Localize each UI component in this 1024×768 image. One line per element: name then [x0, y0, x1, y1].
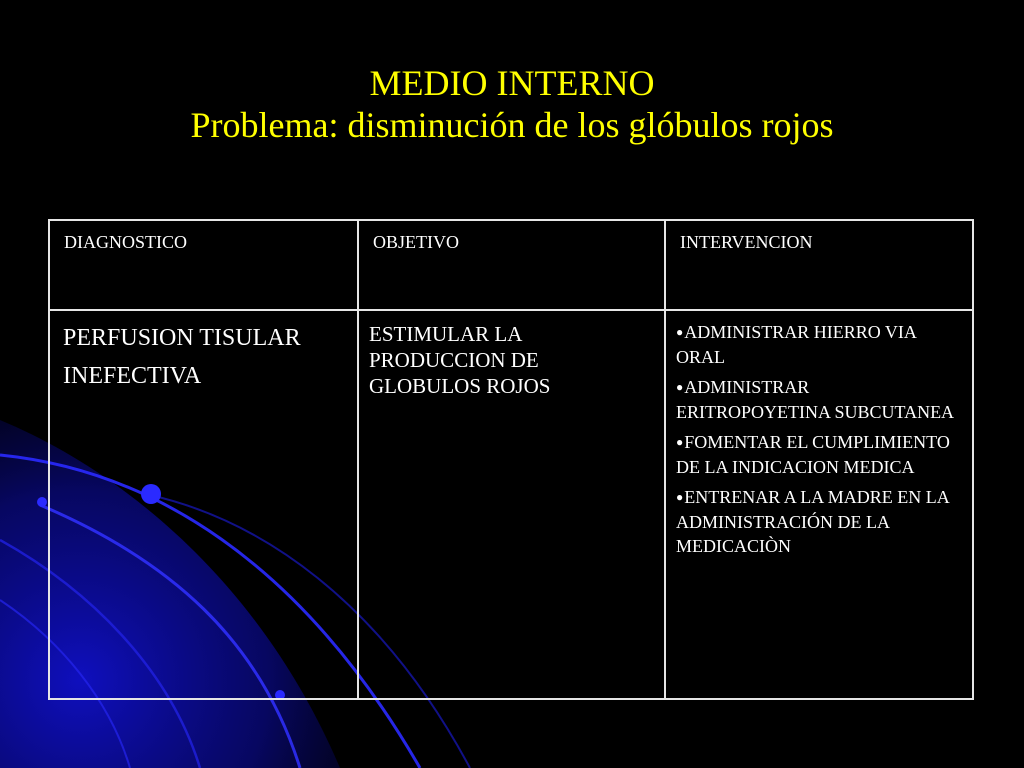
list-item [676, 430, 964, 479]
list-item-text: ADMINISTRAR ERITROPOYETINA SUBCUTANEA [676, 377, 955, 422]
list-item-text: FOMENTAR EL CUMPLIMIENTO DE LA INDICACION MEDICA [676, 432, 950, 477]
diagnostico-text: INEFECTIVA [63, 363, 202, 389]
bullet-icon: ● [676, 380, 684, 394]
cell-intervencion [665, 310, 973, 699]
header-diagnostico: DIAGNOSTICO [49, 220, 358, 310]
list-item-text: ADMINISTRAR HIERRO VIA ORAL [676, 322, 916, 367]
decorative-dot [37, 497, 47, 507]
header-intervencion: INTERVENCION [665, 220, 973, 310]
slide-title [0, 62, 1024, 146]
intervencion-list [676, 320, 964, 559]
cell-objetivo [358, 310, 665, 699]
header-objetivo: OBJETIVO [358, 220, 665, 310]
title-subtitle: Problema: disminución de los glóbulos rojos [190, 105, 834, 145]
list-item [676, 375, 964, 424]
table-header-row [49, 220, 973, 310]
table-row [49, 310, 973, 699]
list-item [676, 320, 964, 369]
care-plan-table [48, 219, 974, 700]
bullet-icon: ● [676, 325, 684, 339]
bullet-icon: ● [676, 490, 684, 504]
diagnostico-text: PERFUSION TISULAR [63, 325, 301, 351]
title-main: MEDIO INTERNO [369, 63, 655, 103]
objetivo-text: ESTIMULAR LA PRODUCCION DE GLOBULOS ROJOS [369, 322, 551, 398]
list-item-text: ENTRENAR A LA MADRE EN LA ADMINISTRACIÓN DE LA MEDICACIÒN [676, 487, 949, 556]
list-item [676, 485, 964, 559]
cell-diagnostico [49, 310, 358, 699]
bullet-icon: ● [676, 435, 684, 449]
